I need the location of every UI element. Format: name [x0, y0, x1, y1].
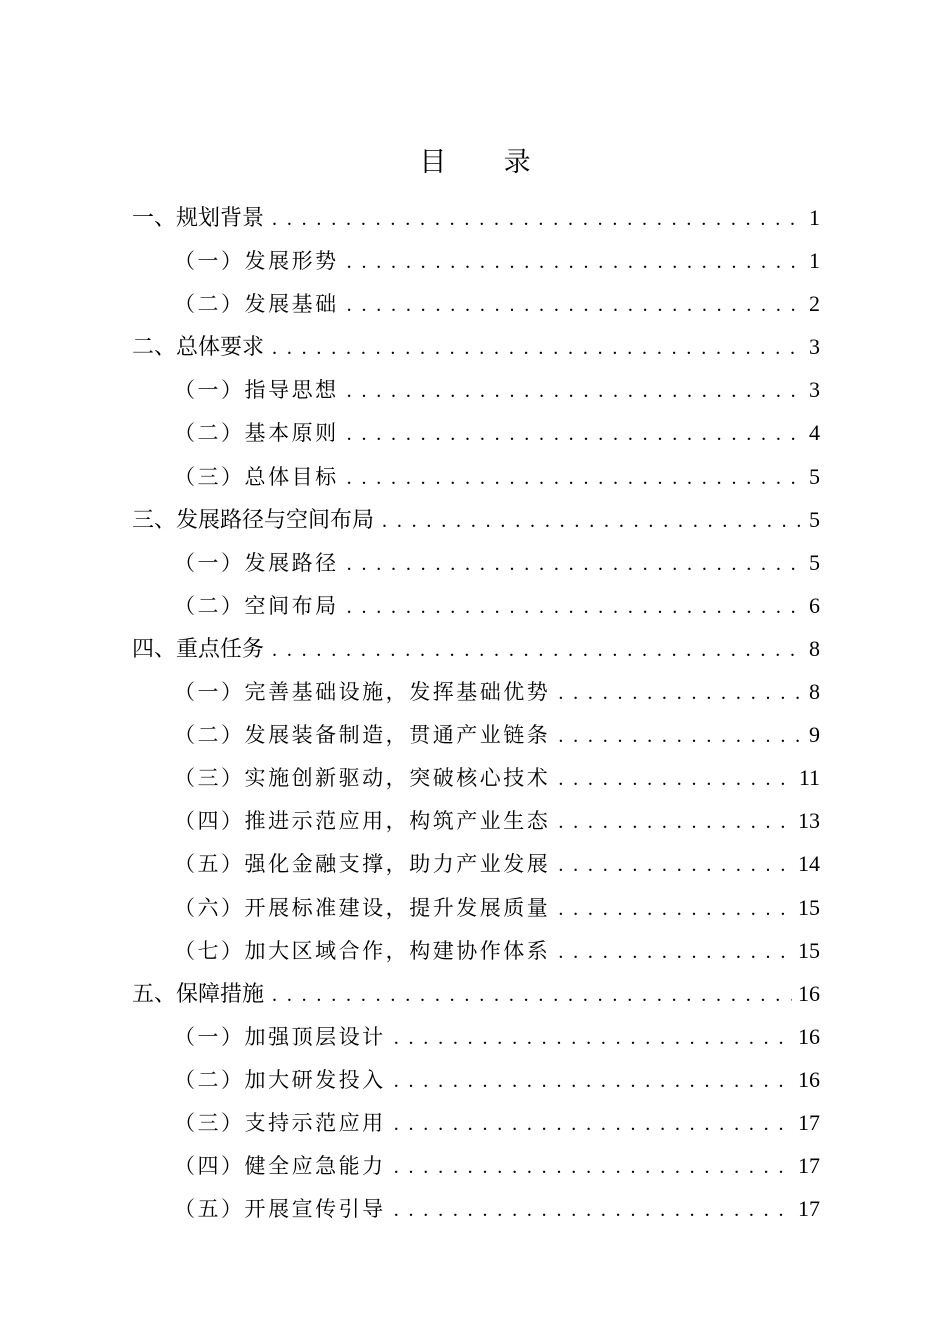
toc-dot-leader: [558, 801, 792, 844]
toc-dot-leader: [347, 413, 802, 456]
toc-page-number: 16: [798, 1023, 820, 1049]
toc-section-entry[interactable]: [132, 756, 820, 799]
toc-dot-leader: [558, 715, 802, 758]
toc-entry-label: （六）开展标准建设，提升发展质量: [174, 895, 551, 920]
toc-title: 目 录: [419, 147, 555, 178]
toc-entry-label: （五）开展宣传引导: [174, 1197, 386, 1222]
toc-dot-leader: [394, 1017, 792, 1060]
toc-page-number: 4: [809, 420, 820, 446]
toc-entry-label: （四）健全应急能力: [174, 1154, 386, 1179]
toc-page-number: 1: [809, 248, 820, 274]
toc-page-number: 3: [809, 334, 820, 360]
toc-section-entry[interactable]: [132, 541, 820, 584]
toc-chapter-entry[interactable]: [132, 196, 820, 239]
toc-entry-label: 三、发展路径与空间布局: [132, 507, 375, 533]
toc-dot-leader: [347, 241, 802, 284]
toc-entry-label: （一）指导思想: [174, 378, 339, 403]
toc-page-number: 8: [809, 679, 820, 705]
toc-entry-label: （二）发展基础: [174, 292, 339, 317]
toc-page-number: 3: [809, 377, 820, 403]
toc-list: [132, 196, 820, 1230]
toc-dot-leader: [347, 543, 802, 586]
toc-page-number: 14: [798, 851, 820, 877]
toc-dot-leader: [558, 758, 792, 801]
toc-page-number: 16: [798, 980, 820, 1006]
toc-entry-label: （二）加大研发投入: [174, 1067, 386, 1092]
toc-entry-label: （五）强化金融支撑，助力产业发展: [174, 852, 551, 877]
toc-dot-leader: [558, 931, 792, 974]
toc-section-entry[interactable]: [132, 282, 820, 325]
toc-dot-leader: [382, 500, 802, 543]
toc-page-number: 16: [798, 1066, 820, 1092]
toc-section-entry[interactable]: [132, 713, 820, 756]
toc-dot-leader: [558, 844, 792, 887]
toc-entry-label: （三）支持示范应用: [174, 1110, 386, 1135]
toc-page-number: 1: [809, 205, 820, 230]
toc-dot-leader: [347, 586, 802, 629]
toc-entry-label: （三）实施创新驱动，突破核心技术: [174, 766, 551, 791]
toc-entry-label: （二）基本原则: [174, 421, 339, 446]
toc-entry-label: 五、保障措施: [132, 981, 265, 1007]
toc-chapter-entry[interactable]: [132, 325, 820, 368]
toc-section-entry[interactable]: [132, 1101, 820, 1144]
toc-page-number: 2: [809, 291, 820, 317]
toc-entry-label: （二）空间布局: [174, 593, 339, 618]
toc-dot-leader: [394, 1189, 792, 1232]
toc-entry-label: （二）发展装备制造，贯通产业链条: [174, 723, 551, 748]
toc-section-entry[interactable]: [132, 368, 820, 411]
toc-entry-label: （一）发展形势: [174, 249, 339, 274]
toc-page-number: 15: [798, 937, 820, 963]
toc-dot-leader: [272, 198, 802, 241]
toc-section-entry[interactable]: [132, 455, 820, 498]
toc-section-entry[interactable]: [132, 1187, 820, 1230]
toc-entry-label: （四）推进示范应用，构筑产业生态: [174, 809, 551, 834]
toc-section-entry[interactable]: [132, 584, 820, 627]
toc-section-entry[interactable]: [132, 670, 820, 713]
toc-entry-label: 四、重点任务: [132, 636, 265, 662]
toc-dot-leader: [272, 974, 792, 1017]
toc-page-number: 17: [798, 1109, 820, 1135]
toc-section-entry[interactable]: [132, 799, 820, 842]
toc-dot-leader: [394, 1060, 792, 1103]
toc-page-number: 11: [798, 765, 820, 791]
toc-dot-leader: [347, 370, 802, 413]
toc-dot-leader: [272, 327, 802, 370]
toc-chapter-entry[interactable]: [132, 498, 820, 541]
toc-dot-leader: [347, 284, 802, 327]
toc-page-number: 13: [798, 808, 820, 834]
toc-section-entry[interactable]: [132, 239, 820, 282]
toc-entry-label: 二、总体要求: [132, 335, 265, 361]
toc-section-entry[interactable]: [132, 1015, 820, 1058]
toc-section-entry[interactable]: [132, 1058, 820, 1101]
toc-entry-label: （一）加强顶层设计: [174, 1024, 386, 1049]
toc-chapter-entry[interactable]: [132, 627, 820, 670]
toc-entry-label: （三）总体目标: [174, 464, 339, 489]
toc-page-number: 5: [809, 549, 820, 575]
toc-dot-leader: [272, 629, 802, 672]
toc-entry-label: （一）完善基础设施，发挥基础优势: [174, 680, 551, 705]
toc-page-number: 5: [809, 506, 820, 532]
toc-entry-label: （七）加大区域合作，构建协作体系: [174, 938, 551, 963]
toc-page-number: 8: [809, 635, 820, 661]
toc-page-number: 9: [809, 722, 820, 748]
toc-dot-leader: [558, 888, 792, 931]
toc-dot-leader: [394, 1103, 792, 1146]
toc-section-entry[interactable]: [132, 886, 820, 929]
toc-page-number: 6: [809, 592, 820, 618]
toc-page-number: 17: [798, 1196, 820, 1222]
toc-section-entry[interactable]: [132, 1144, 820, 1187]
toc-section-entry[interactable]: [132, 411, 820, 454]
toc-page-number: 5: [809, 463, 820, 489]
toc-entry-label: 一、规划背景: [132, 206, 265, 231]
toc-dot-leader: [558, 672, 802, 715]
toc-section-entry[interactable]: [132, 842, 820, 885]
toc-chapter-entry[interactable]: [132, 972, 820, 1015]
toc-section-entry[interactable]: [132, 929, 820, 972]
toc-dot-leader: [347, 457, 802, 500]
toc-page-number: 15: [798, 894, 820, 920]
toc-entry-label: （一）发展路径: [174, 550, 339, 575]
toc-page-number: 17: [798, 1153, 820, 1179]
toc-dot-leader: [394, 1146, 792, 1189]
